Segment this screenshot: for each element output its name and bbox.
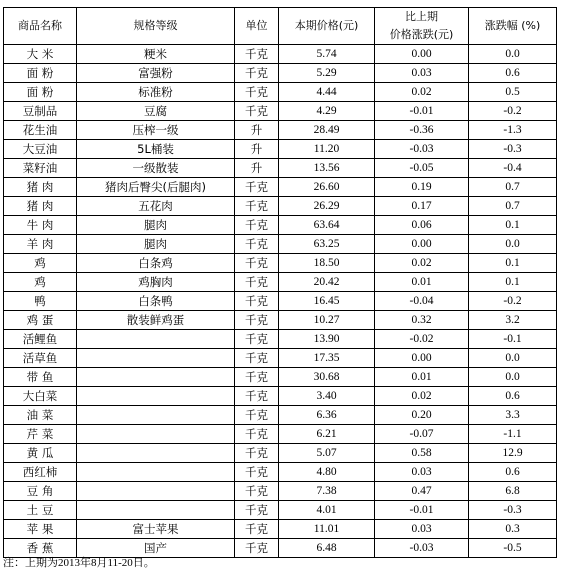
cell-spec: 豆腐 [77, 102, 235, 121]
cell-spec: 白条鸡 [77, 254, 235, 273]
cell-name: 活草鱼 [4, 349, 77, 368]
cell-pct: 0.6 [469, 463, 557, 482]
cell-change: 0.47 [375, 482, 469, 501]
cell-pct: 0.0 [469, 235, 557, 254]
cell-name: 面 粉 [4, 83, 77, 102]
cell-spec [77, 463, 235, 482]
cell-price: 26.29 [279, 197, 375, 216]
table-row [4, 102, 557, 121]
cell-name: 鸭 [4, 292, 77, 311]
cell-pct: -0.2 [469, 292, 557, 311]
cell-price: 4.01 [279, 501, 375, 520]
cell-price: 4.29 [279, 102, 375, 121]
cell-price: 7.38 [279, 482, 375, 501]
table-row [4, 140, 557, 159]
table-header [4, 8, 557, 45]
cell-spec: 猪肉后臀尖(后腿肉) [77, 178, 235, 197]
cell-price: 63.64 [279, 216, 375, 235]
cell-pct: 0.3 [469, 520, 557, 539]
table-row [4, 83, 557, 102]
cell-name: 大 米 [4, 45, 77, 64]
cell-price: 6.48 [279, 539, 375, 558]
header-name: 商品名称 [4, 8, 77, 45]
footnote-month-char: 月 [96, 556, 108, 569]
cell-name: 油 菜 [4, 406, 77, 425]
header-change [375, 8, 469, 45]
cell-spec: 腿肉 [77, 216, 235, 235]
cell-unit: 千克 [235, 45, 279, 64]
cell-name: 鸡 蛋 [4, 311, 77, 330]
table-row [4, 235, 557, 254]
cell-change: 0.02 [375, 254, 469, 273]
cell-price: 6.21 [279, 425, 375, 444]
cell-change: -0.04 [375, 292, 469, 311]
cell-name: 香 蕉 [4, 539, 77, 558]
cell-unit: 千克 [235, 368, 279, 387]
cell-spec: 国产 [77, 539, 235, 558]
table-row [4, 463, 557, 482]
cell-unit: 千克 [235, 387, 279, 406]
cell-spec: 五花肉 [77, 197, 235, 216]
footnote-year: 2013 [58, 557, 80, 569]
table-row [4, 311, 557, 330]
cell-change: -0.03 [375, 539, 469, 558]
cell-unit: 千克 [235, 273, 279, 292]
cell-change: -0.01 [375, 102, 469, 121]
table-row [4, 292, 557, 311]
table-row [4, 349, 557, 368]
cell-name: 黄 瓜 [4, 444, 77, 463]
cell-spec [77, 406, 235, 425]
cell-change: -0.02 [375, 330, 469, 349]
header-pct: 涨跌幅 (%) [469, 8, 557, 45]
cell-change: 0.02 [375, 83, 469, 102]
cell-spec: 富士苹果 [77, 520, 235, 539]
cell-spec [77, 444, 235, 463]
cell-unit: 千克 [235, 292, 279, 311]
cell-pct: -0.4 [469, 159, 557, 178]
cell-change: 0.06 [375, 216, 469, 235]
table-row [4, 539, 557, 558]
cell-change: 0.02 [375, 387, 469, 406]
table-row [4, 444, 557, 463]
footnote-days: 11-20 [107, 557, 133, 569]
table-body [4, 45, 557, 558]
cell-spec [77, 501, 235, 520]
cell-change: -0.03 [375, 140, 469, 159]
cell-pct: 0.7 [469, 197, 557, 216]
table-row [4, 273, 557, 292]
table-row [4, 159, 557, 178]
cell-name: 豆制品 [4, 102, 77, 121]
cell-name: 豆 角 [4, 482, 77, 501]
cell-pct: -1.1 [469, 425, 557, 444]
cell-spec: 富强粉 [77, 64, 235, 83]
cell-price: 20.42 [279, 273, 375, 292]
cell-change: 0.01 [375, 368, 469, 387]
table-row [4, 330, 557, 349]
cell-pct: 0.7 [469, 178, 557, 197]
cell-price: 13.90 [279, 330, 375, 349]
cell-spec: 压榨一级 [77, 121, 235, 140]
cell-pct: 0.0 [469, 349, 557, 368]
cell-unit: 千克 [235, 539, 279, 558]
cell-unit: 千克 [235, 425, 279, 444]
cell-name: 鸡 [4, 273, 77, 292]
cell-price: 5.07 [279, 444, 375, 463]
cell-pct: -0.2 [469, 102, 557, 121]
cell-name: 大豆油 [4, 140, 77, 159]
cell-name: 土 豆 [4, 501, 77, 520]
cell-price: 16.45 [279, 292, 375, 311]
cell-change: -0.01 [375, 501, 469, 520]
cell-change: 0.03 [375, 64, 469, 83]
cell-name: 猪 肉 [4, 197, 77, 216]
cell-spec: 散装鲜鸡蛋 [77, 311, 235, 330]
cell-change: 0.58 [375, 444, 469, 463]
cell-pct: 0.0 [469, 45, 557, 64]
table-row [4, 520, 557, 539]
cell-change: -0.07 [375, 425, 469, 444]
cell-name: 鸡 [4, 254, 77, 273]
cell-name: 花生油 [4, 121, 77, 140]
header-change-line1: 比上期 [405, 10, 438, 23]
cell-price: 11.20 [279, 140, 375, 159]
cell-price: 4.80 [279, 463, 375, 482]
cell-pct: 0.5 [469, 83, 557, 102]
cell-pct: -0.1 [469, 330, 557, 349]
table-row [4, 197, 557, 216]
table-row [4, 254, 557, 273]
cell-unit: 千克 [235, 444, 279, 463]
cell-pct: 3.2 [469, 311, 557, 330]
cell-price: 30.68 [279, 368, 375, 387]
cell-change: 0.32 [375, 311, 469, 330]
cell-name: 带 鱼 [4, 368, 77, 387]
cell-price: 63.25 [279, 235, 375, 254]
cell-pct: -0.5 [469, 539, 557, 558]
cell-unit: 升 [235, 121, 279, 140]
table-row [4, 387, 557, 406]
cell-price: 3.40 [279, 387, 375, 406]
cell-pct: -1.3 [469, 121, 557, 140]
cell-change: 0.00 [375, 45, 469, 64]
cell-unit: 千克 [235, 463, 279, 482]
cell-unit: 千克 [235, 501, 279, 520]
cell-price: 28.49 [279, 121, 375, 140]
cell-price: 10.27 [279, 311, 375, 330]
header-row [4, 8, 557, 45]
header-unit: 单位 [235, 8, 279, 45]
cell-name: 苹 果 [4, 520, 77, 539]
cell-spec: 标准粉 [77, 83, 235, 102]
footnote-end: 日。 [132, 556, 155, 569]
cell-change: 0.00 [375, 235, 469, 254]
cell-price: 5.29 [279, 64, 375, 83]
cell-name: 大白菜 [4, 387, 77, 406]
cell-unit: 千克 [235, 102, 279, 121]
cell-pct: 3.3 [469, 406, 557, 425]
cell-unit: 千克 [235, 178, 279, 197]
footnote-prefix: 注：上期为 [3, 556, 58, 569]
cell-price: 11.01 [279, 520, 375, 539]
cell-pct: 0.1 [469, 273, 557, 292]
header-change-line2: 价格涨跌(元) [389, 28, 454, 41]
table-row [4, 406, 557, 425]
cell-pct: -0.3 [469, 140, 557, 159]
cell-spec [77, 349, 235, 368]
cell-price: 4.44 [279, 83, 375, 102]
cell-name: 牛 肉 [4, 216, 77, 235]
footnote-month: 8 [91, 557, 97, 569]
cell-spec [77, 387, 235, 406]
cell-unit: 千克 [235, 311, 279, 330]
cell-spec: 鸡胸肉 [77, 273, 235, 292]
footnote [3, 556, 155, 570]
cell-unit: 千克 [235, 197, 279, 216]
footnote-year-char: 年 [80, 556, 91, 569]
cell-change: 0.01 [375, 273, 469, 292]
cell-spec [77, 425, 235, 444]
table-row [4, 482, 557, 501]
cell-spec: 粳米 [77, 45, 235, 64]
cell-spec: 5L桶装 [77, 140, 235, 159]
cell-unit: 千克 [235, 330, 279, 349]
cell-unit: 千克 [235, 254, 279, 273]
cell-spec [77, 368, 235, 387]
cell-pct: 0.6 [469, 387, 557, 406]
table-row [4, 501, 557, 520]
table-row [4, 64, 557, 83]
cell-price: 6.36 [279, 406, 375, 425]
header-spec: 规格等级 [77, 8, 235, 45]
table-row [4, 121, 557, 140]
cell-name: 芹 菜 [4, 425, 77, 444]
cell-change: 0.19 [375, 178, 469, 197]
table-row [4, 216, 557, 235]
cell-unit: 千克 [235, 235, 279, 254]
header-price: 本期价格(元) [279, 8, 375, 45]
table-row [4, 45, 557, 64]
cell-pct: 12.9 [469, 444, 557, 463]
cell-unit: 千克 [235, 349, 279, 368]
cell-unit: 升 [235, 159, 279, 178]
cell-price: 18.50 [279, 254, 375, 273]
cell-name: 面 粉 [4, 64, 77, 83]
cell-pct: 0.1 [469, 216, 557, 235]
cell-unit: 千克 [235, 520, 279, 539]
cell-price: 13.56 [279, 159, 375, 178]
cell-price: 5.74 [279, 45, 375, 64]
cell-name: 西红柿 [4, 463, 77, 482]
cell-change: 0.03 [375, 520, 469, 539]
cell-pct: -0.3 [469, 501, 557, 520]
cell-unit: 千克 [235, 406, 279, 425]
cell-name: 猪 肉 [4, 178, 77, 197]
cell-change: 0.00 [375, 349, 469, 368]
cell-spec: 白条鸭 [77, 292, 235, 311]
cell-unit: 千克 [235, 216, 279, 235]
cell-price: 26.60 [279, 178, 375, 197]
cell-name: 菜籽油 [4, 159, 77, 178]
cell-change: 0.03 [375, 463, 469, 482]
cell-spec [77, 330, 235, 349]
cell-pct: 0.0 [469, 368, 557, 387]
table-row [4, 368, 557, 387]
cell-price: 17.35 [279, 349, 375, 368]
price-table [3, 7, 557, 558]
cell-unit: 升 [235, 140, 279, 159]
cell-unit: 千克 [235, 482, 279, 501]
cell-pct: 0.6 [469, 64, 557, 83]
cell-change: 0.20 [375, 406, 469, 425]
cell-spec: 腿肉 [77, 235, 235, 254]
cell-change: -0.05 [375, 159, 469, 178]
cell-pct: 6.8 [469, 482, 557, 501]
cell-change: -0.36 [375, 121, 469, 140]
cell-name: 羊 肉 [4, 235, 77, 254]
cell-spec: 一级散装 [77, 159, 235, 178]
cell-name: 活鲤鱼 [4, 330, 77, 349]
cell-unit: 千克 [235, 83, 279, 102]
table-row [4, 425, 557, 444]
cell-change: 0.17 [375, 197, 469, 216]
cell-pct: 0.1 [469, 254, 557, 273]
table-row [4, 178, 557, 197]
cell-unit: 千克 [235, 64, 279, 83]
cell-spec [77, 482, 235, 501]
